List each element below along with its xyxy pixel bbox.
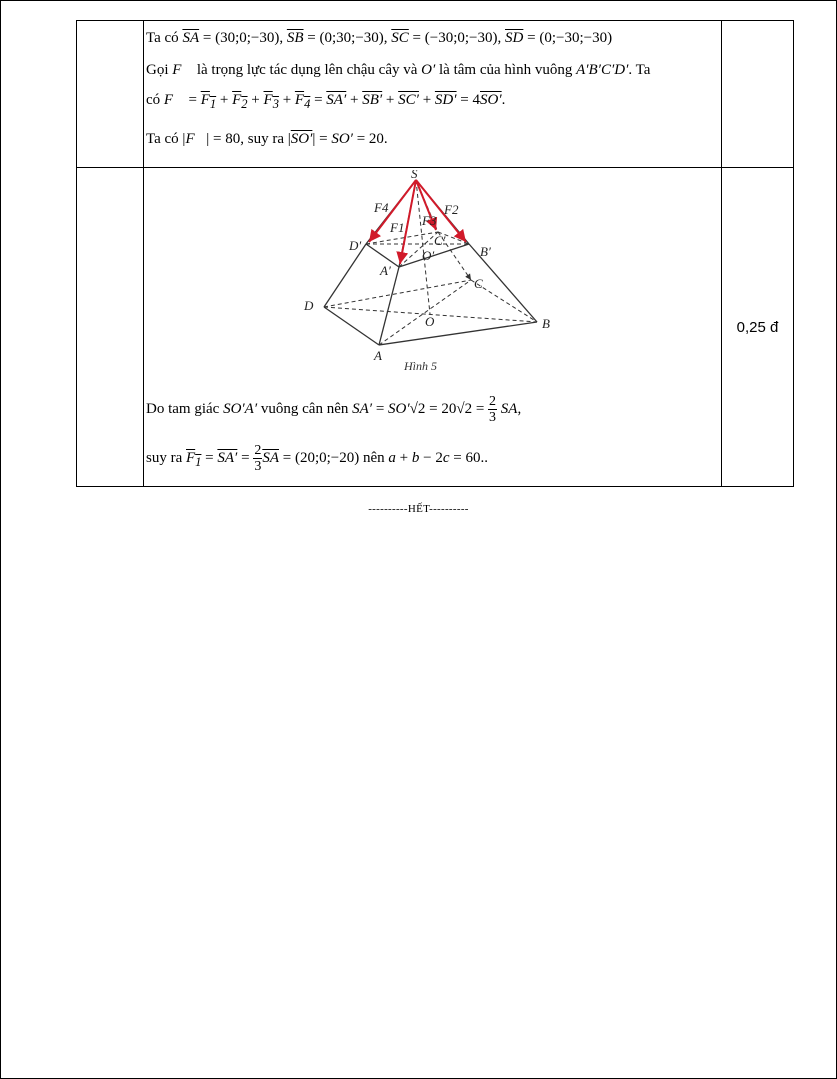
text-line-5: Do tam giác SO′A′ vuông cân nên SA′ = SO′√2 = 20√2 = $\frac{2}{3}$ SA,	[146, 394, 522, 425]
text-line-1: Ta có $\overline{SA}$ = (30;0;−30), $\overline{SB}$ = (0;30;−30), $\overline{SC}$ = (−30;0;−30), $\overline{SD}$ = (0;−30;−30)	[146, 30, 613, 46]
score-cell	[722, 168, 794, 487]
empty-cell	[77, 168, 144, 487]
figure-caption: Hình 5	[404, 359, 437, 373]
score-cell-empty	[722, 21, 794, 168]
label-c1: C′	[434, 233, 446, 248]
label-s: S	[411, 170, 418, 181]
solution-table	[76, 20, 794, 487]
label-b1: B′	[480, 244, 491, 259]
end-marker: ----------HẾT----------	[368, 503, 469, 515]
label-f4: F4	[374, 200, 389, 215]
label-f2: F2	[444, 202, 459, 217]
label-f3: F3	[422, 213, 437, 228]
label-b: B	[542, 316, 550, 331]
label-f1: F1	[390, 220, 405, 235]
pyramid-diagram	[144, 170, 722, 374]
text-line-3: có F⃗ = $F_1 + F_2 + F_3 + F_4 = SA' + SB' + SC' + SD' = 4SO'$.	[146, 92, 506, 111]
score-label: 0,25 đ	[736, 318, 779, 336]
table-row	[77, 21, 794, 168]
label-a1: A′	[380, 263, 391, 278]
label-o: O	[425, 314, 435, 329]
empty-cell	[77, 21, 144, 168]
text-line-2: Gọi F⃗ là trọng lực tác dụng lên chậu cây và O′ là tâm của hình vuông A′B′C′D′. Ta	[146, 62, 651, 78]
label-a: A	[374, 348, 382, 363]
pyramid-figure	[144, 168, 721, 374]
label-c: C	[474, 276, 483, 291]
label-d1: D′	[349, 238, 362, 253]
text-line-6: suy ra $F_1 = SA'$ = $\frac{2}{3}$ $\overline{SA}$ = (20;0;−20) nên a + b − 2c = 60..	[146, 443, 488, 474]
label-o1: O′	[422, 248, 435, 263]
solution-cell	[144, 21, 722, 168]
label-d: D	[304, 298, 314, 313]
text-line-4: Ta có |F⃗| = 80, suy ra |SO′| = SO′ = 20.	[146, 131, 388, 147]
table-row	[77, 168, 794, 487]
solution-cell	[144, 168, 722, 487]
